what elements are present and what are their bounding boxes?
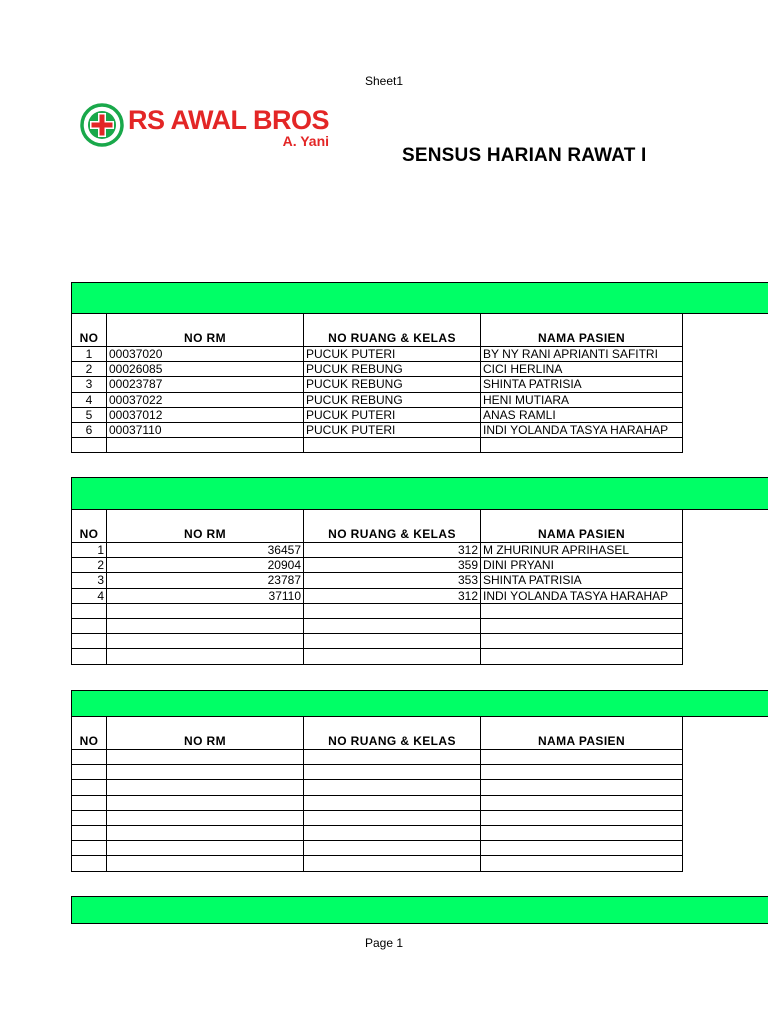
table-row-empty bbox=[72, 810, 683, 825]
header-ruang: NO RUANG & KELAS bbox=[304, 314, 481, 347]
cell-ruang: PUCUK REBUNG bbox=[304, 362, 481, 377]
cell-empty bbox=[72, 856, 107, 871]
cell-no: 6 bbox=[72, 422, 107, 437]
page-title: SENSUS HARIAN RAWAT I bbox=[402, 145, 647, 166]
cell-ruang: 312 bbox=[304, 543, 481, 558]
cell-empty bbox=[107, 765, 304, 780]
header-no: NO bbox=[72, 510, 107, 543]
cell-empty bbox=[304, 810, 481, 825]
table-row-empty bbox=[72, 618, 683, 633]
section-3-band bbox=[71, 690, 768, 717]
table-row bbox=[72, 377, 683, 392]
cell-empty bbox=[304, 825, 481, 840]
cell-nama: ANAS RAMLI bbox=[481, 407, 683, 422]
cell-empty bbox=[304, 603, 481, 618]
table-row-empty bbox=[72, 438, 683, 453]
header-rm: NO RM bbox=[107, 717, 304, 750]
cell-empty bbox=[72, 841, 107, 856]
section-1-table bbox=[71, 313, 683, 453]
table-row-empty bbox=[72, 634, 683, 649]
table-row-empty bbox=[72, 750, 683, 765]
cell-empty bbox=[481, 603, 683, 618]
cell-ruang: PUCUK PUTERI bbox=[304, 407, 481, 422]
cell-empty bbox=[481, 795, 683, 810]
logo-subtitle: A. Yani bbox=[282, 133, 330, 149]
section-1-band bbox=[71, 282, 768, 314]
sheet-label: Sheet1 bbox=[364, 74, 404, 88]
table-row-empty bbox=[72, 841, 683, 856]
section-2-band bbox=[71, 477, 768, 510]
cell-ruang: 312 bbox=[304, 588, 481, 603]
cell-ruang: 359 bbox=[304, 558, 481, 573]
cell-ruang: PUCUK REBUNG bbox=[304, 392, 481, 407]
cell-ruang: 353 bbox=[304, 573, 481, 588]
table-row bbox=[72, 362, 683, 377]
table-row bbox=[72, 347, 683, 362]
header-nama: NAMA PASIEN bbox=[481, 314, 683, 347]
table-row-empty bbox=[72, 825, 683, 840]
cell-empty bbox=[107, 649, 304, 664]
cell-empty bbox=[72, 750, 107, 765]
cell-empty bbox=[107, 438, 304, 453]
section-4-band bbox=[71, 896, 768, 924]
cell-nama: CICI HERLINA bbox=[481, 362, 683, 377]
cell-empty bbox=[304, 750, 481, 765]
table-row bbox=[72, 558, 683, 573]
header-ruang: NO RUANG & KELAS bbox=[304, 717, 481, 750]
cell-nama: M ZHURINUR APRIHASEL bbox=[481, 543, 683, 558]
cell-empty bbox=[72, 765, 107, 780]
table-row bbox=[72, 588, 683, 603]
cell-ruang: PUCUK PUTERI bbox=[304, 422, 481, 437]
cell-empty bbox=[481, 750, 683, 765]
cell-empty bbox=[304, 856, 481, 871]
cell-no: 3 bbox=[72, 573, 107, 588]
cell-empty bbox=[107, 810, 304, 825]
cell-empty bbox=[304, 795, 481, 810]
cell-empty bbox=[304, 841, 481, 856]
table-row-empty bbox=[72, 856, 683, 871]
cell-empty bbox=[72, 603, 107, 618]
section-2-table bbox=[71, 509, 683, 665]
cell-empty bbox=[481, 649, 683, 664]
cell-empty bbox=[481, 634, 683, 649]
cell-empty bbox=[304, 438, 481, 453]
header-rm: NO RM bbox=[107, 510, 304, 543]
cell-rm: 20904 bbox=[107, 558, 304, 573]
cell-empty bbox=[72, 438, 107, 453]
table-row bbox=[72, 573, 683, 588]
cell-empty bbox=[107, 618, 304, 633]
cell-empty bbox=[72, 649, 107, 664]
cell-empty bbox=[304, 618, 481, 633]
cell-rm: 00037110 bbox=[107, 422, 304, 437]
cell-empty bbox=[107, 841, 304, 856]
page-label: Page 1 bbox=[364, 936, 404, 950]
header-no: NO bbox=[72, 717, 107, 750]
cell-empty bbox=[481, 618, 683, 633]
cell-no: 5 bbox=[72, 407, 107, 422]
logo-name: RS AWAL BROS bbox=[128, 105, 330, 135]
cell-rm: 00037012 bbox=[107, 407, 304, 422]
header-rm: NO RM bbox=[107, 314, 304, 347]
cell-empty bbox=[304, 765, 481, 780]
cell-empty bbox=[107, 750, 304, 765]
header-nama: NAMA PASIEN bbox=[481, 510, 683, 543]
cell-nama: INDI YOLANDA TASYA HARAHAP bbox=[481, 588, 683, 603]
cell-empty bbox=[72, 810, 107, 825]
cell-empty bbox=[107, 780, 304, 795]
cell-rm: 23787 bbox=[107, 573, 304, 588]
header-no: NO bbox=[72, 314, 107, 347]
cell-empty bbox=[481, 810, 683, 825]
cell-nama: DINI PRYANI bbox=[481, 558, 683, 573]
cell-empty bbox=[72, 634, 107, 649]
cell-empty bbox=[72, 618, 107, 633]
cell-empty bbox=[481, 765, 683, 780]
cell-no: 2 bbox=[72, 558, 107, 573]
header-nama: NAMA PASIEN bbox=[481, 717, 683, 750]
cell-empty bbox=[107, 856, 304, 871]
hospital-cross-icon bbox=[80, 103, 124, 147]
table-row bbox=[72, 407, 683, 422]
table-header-row bbox=[72, 314, 683, 347]
table-header-row bbox=[72, 510, 683, 543]
cell-rm: 37110 bbox=[107, 588, 304, 603]
cell-rm: 00026085 bbox=[107, 362, 304, 377]
cell-no: 4 bbox=[72, 392, 107, 407]
table-header-row bbox=[72, 717, 683, 750]
table-row bbox=[72, 422, 683, 437]
cell-no: 1 bbox=[72, 347, 107, 362]
cell-nama: INDI YOLANDA TASYA HARAHAP bbox=[481, 422, 683, 437]
table-row-empty bbox=[72, 649, 683, 664]
section-3-table bbox=[71, 716, 683, 872]
table-row-empty bbox=[72, 780, 683, 795]
cell-no: 1 bbox=[72, 543, 107, 558]
cell-rm: 00023787 bbox=[107, 377, 304, 392]
cell-empty bbox=[304, 634, 481, 649]
cell-rm: 00037020 bbox=[107, 347, 304, 362]
table-row-empty bbox=[72, 603, 683, 618]
cell-empty bbox=[304, 649, 481, 664]
cell-nama: SHINTA PATRISIA bbox=[481, 377, 683, 392]
cell-no: 3 bbox=[72, 377, 107, 392]
cell-empty bbox=[107, 603, 304, 618]
cell-empty bbox=[304, 780, 481, 795]
cell-empty bbox=[481, 825, 683, 840]
cell-no: 4 bbox=[72, 588, 107, 603]
table-row bbox=[72, 543, 683, 558]
cell-nama: BY NY RANI APRIANTI SAFITRI bbox=[481, 347, 683, 362]
cell-no: 2 bbox=[72, 362, 107, 377]
cell-nama: HENI MUTIARA bbox=[481, 392, 683, 407]
cell-empty bbox=[481, 841, 683, 856]
cell-empty bbox=[481, 856, 683, 871]
table-row-empty bbox=[72, 765, 683, 780]
cell-empty bbox=[481, 438, 683, 453]
hospital-logo bbox=[80, 103, 329, 149]
table-row bbox=[72, 392, 683, 407]
cell-empty bbox=[107, 634, 304, 649]
cell-nama: SHINTA PATRISIA bbox=[481, 573, 683, 588]
table-row-empty bbox=[72, 795, 683, 810]
cell-rm: 00037022 bbox=[107, 392, 304, 407]
cell-ruang: PUCUK PUTERI bbox=[304, 347, 481, 362]
cell-ruang: PUCUK REBUNG bbox=[304, 377, 481, 392]
header-ruang: NO RUANG & KELAS bbox=[304, 510, 481, 543]
cell-empty bbox=[107, 795, 304, 810]
cell-empty bbox=[72, 825, 107, 840]
cell-empty bbox=[72, 795, 107, 810]
cell-empty bbox=[107, 825, 304, 840]
cell-empty bbox=[481, 780, 683, 795]
cell-rm: 36457 bbox=[107, 543, 304, 558]
cell-empty bbox=[72, 780, 107, 795]
